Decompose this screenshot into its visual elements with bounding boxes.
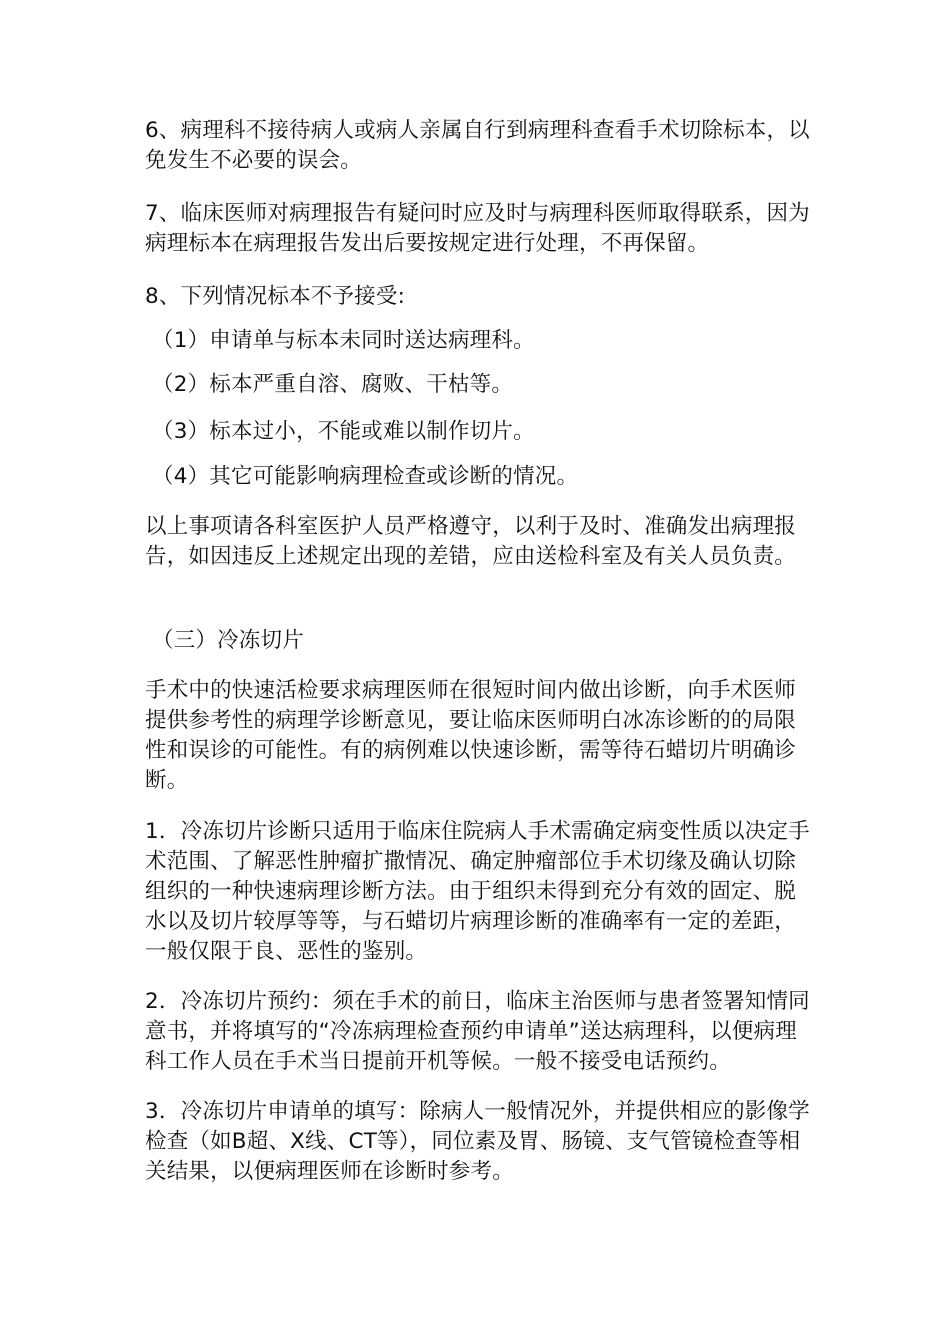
frozen-section-item-2: 2．冷冻切片预约：须在手术的前日，临床主治医师与患者签署知情同意书，并将填写的“冷冻病理检查预约申请单”送达病理科，以便病理科工作人员在手术当日提前开机等候。一般不接受电话预约。 xyxy=(145,989,810,1074)
frozen-section-item-3: 3．冷冻切片申请单的填写：除病人一般情况外，并提供相应的影像学检查（如B超、X线、CT等），同位素及胃、肠镜、支气管镜检查等相关结果，以便病理医师在诊断时参考。 xyxy=(145,1099,810,1184)
sub-item-2: （2）标本严重自溶、腐败、干枯等。 xyxy=(152,372,514,397)
paragraph-item-8: 8、下列情况标本不予接受: xyxy=(145,284,406,309)
sub-item-4: （4）其它可能影响病理检查或诊断的情况。 xyxy=(152,464,579,489)
frozen-section-item-1: 1．冷冻切片诊断只适用于临床住院病人手术需确定病变性质以决定手术范围、了解恶性肿瘤扩撒情况、确定肿瘤部位手术切缘及确认切除组织的一种快速病理诊断方法。由于组织未得到充分有效的固定、脱水以及切片较厚等等，与石蜡切片病理诊断的准确率有一定的差距，一般仅限于良、恶性的鉴别。 xyxy=(145,819,810,964)
paragraph-item-6: 6、病理科不接待病人或病人亲属自行到病理科查看手术切除标本，以免发生不必要的误会。 xyxy=(145,118,810,173)
compliance-paragraph: 以上事项请各科室医护人员严格遵守，以利于及时、准确发出病理报告，如因违反上述规定出现的差错，应由送检科室及有关人员负责。 xyxy=(145,514,797,569)
paragraph-item-7: 7、临床医师对病理报告有疑问时应及时与病理科医师取得联系，因为病理标本在病理报告发出后要按规定进行处理，不再保留。 xyxy=(145,201,810,256)
frozen-section-intro: 手术中的快速活检要求病理医师在很短时间内做出诊断，向手术医师提供参考性的病理学诊断意见，要让临床医师明白冰冻诊断的的局限性和误诊的可能性。有的病例难以快速诊断，需等待石蜡切片明确诊断。 xyxy=(145,678,797,793)
sub-item-3: （3）标本过小，不能或难以制作切片。 xyxy=(152,419,535,444)
sub-item-1: （1）申请单与标本未同时送达病理科。 xyxy=(152,328,535,353)
section-heading-frozen-section: （三）冷冻切片 xyxy=(152,628,304,653)
